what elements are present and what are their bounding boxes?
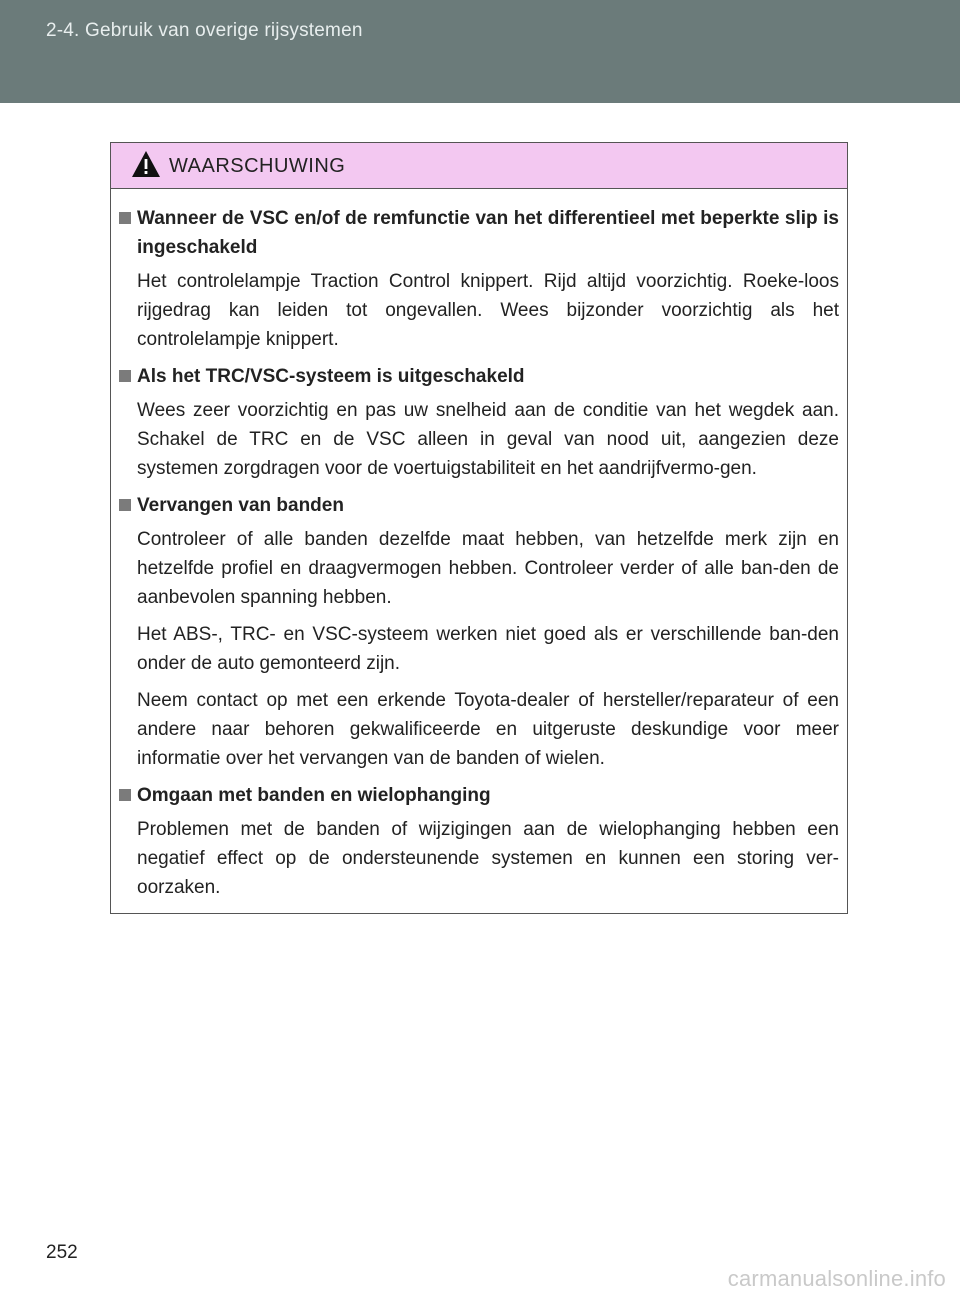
warning-paragraph: Het controlelampje Traction Control knippert. Rijd altijd voorzichtig. Roeke-loos rijgedrag kan leiden tot ongevallen. Wees bijzonder voorzichtig als het controlelampje knippert.	[137, 271, 839, 350]
square-bullet-icon	[119, 499, 131, 511]
warning-item-heading	[119, 781, 839, 810]
warning-paragraph: Controleer of alle banden dezelfde maat hebben, van hetzelfde merk zijn en hetzelfde profiel en draagvermogen hebben. Controleer verder of alle ban-den de aanbevolen spanning hebben.	[137, 529, 839, 608]
warning-body	[111, 189, 847, 902]
heading-text: Vervangen van banden	[137, 495, 344, 516]
warning-item	[119, 362, 839, 483]
square-bullet-icon	[119, 212, 131, 224]
section-header-band	[0, 0, 960, 103]
warning-box	[110, 142, 848, 914]
page-number: 252	[46, 1242, 78, 1263]
warning-item	[119, 204, 839, 354]
heading-text: Wanneer de VSC en/of de remfunctie van het differentieel met beperkte slip is ingeschakeld	[137, 208, 839, 258]
warning-title: WAARSCHUWING	[169, 155, 346, 177]
warning-item-heading	[119, 204, 839, 262]
warning-paragraph: Neem contact op met een erkende Toyota-dealer of hersteller/reparateur of een andere naar behoren gekwalificeerde en uitgeruste deskundige voor meer informatie over het vervangen van de banden of wielen.	[137, 690, 839, 769]
section-title: 2-4. Gebruik van overige rijsystemen	[46, 20, 363, 41]
warning-item-heading	[119, 491, 839, 520]
warning-item	[119, 491, 839, 773]
square-bullet-icon	[119, 370, 131, 382]
warning-header	[111, 143, 847, 189]
heading-text: Als het TRC/VSC-systeem is uitgeschakeld	[137, 366, 525, 387]
warning-paragraph: Problemen met de banden of wijzigingen aan de wielophanging hebben een negatief effect op de ondersteunende systemen en kunnen een storing ver-oorzaken.	[137, 819, 839, 898]
warning-item-heading	[119, 362, 839, 391]
heading-text: Omgaan met banden en wielophanging	[137, 785, 491, 806]
square-bullet-icon	[119, 789, 131, 801]
warning-paragraph: Het ABS-, TRC- en VSC-systeem werken niet goed als er verschillende ban-den onder de auto gemonteerd zijn.	[137, 624, 839, 674]
warning-item	[119, 781, 839, 902]
warning-triangle-icon	[131, 150, 161, 178]
warning-paragraph: Wees zeer voorzichtig en pas uw snelheid aan de conditie van het wegdek aan. Schakel de TRC en de VSC alleen in geval van nood uit, aangezien deze systemen zorgdragen voor de voertuigstabiliteit en het aandrijfvermo-gen.	[137, 400, 839, 479]
watermark: carmanualsonline.info	[727, 1266, 946, 1291]
